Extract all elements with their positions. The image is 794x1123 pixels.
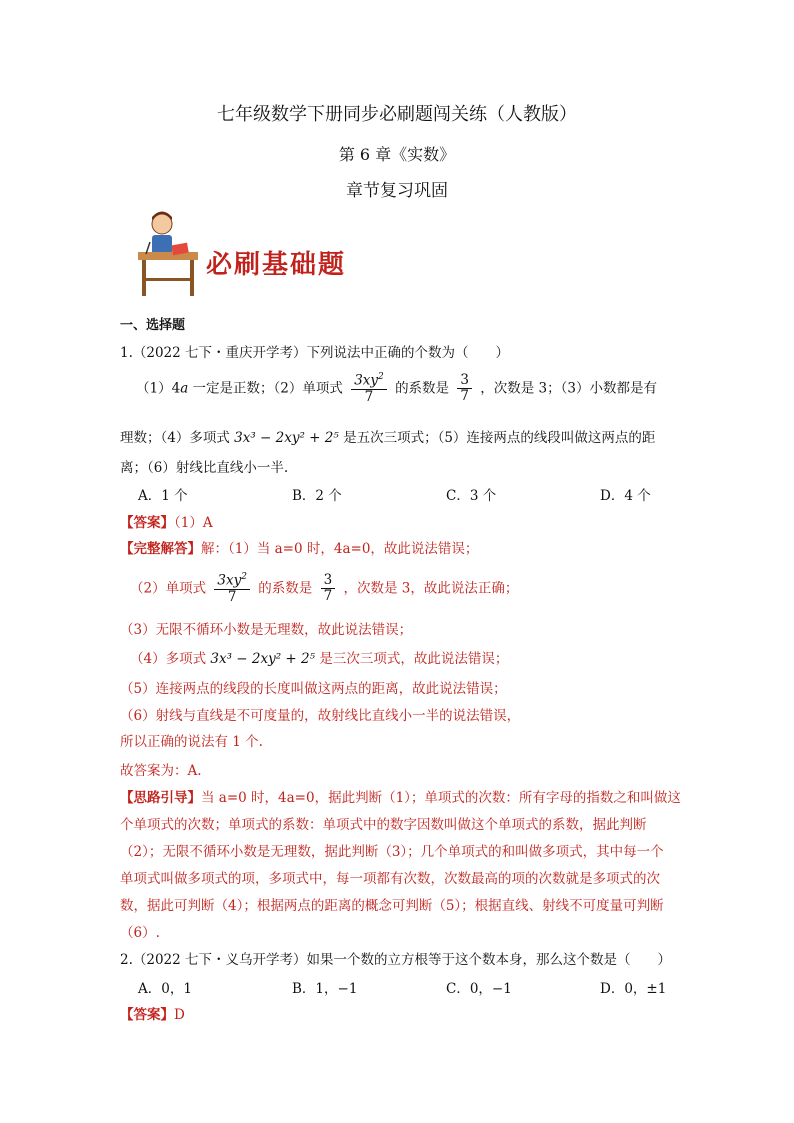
answer-label: 【答案】 xyxy=(120,1007,174,1023)
q2-option-c: C．0，−1 xyxy=(446,981,512,997)
q1-stem: 1.（2022 七下・重庆开学考）下列说法中正确的个数为（ ） xyxy=(120,345,510,361)
q1-l1-d: ，次数是 3；（3）小数都是有 xyxy=(480,380,657,397)
q1-l1-a: （1）4 xyxy=(136,380,181,397)
q2-stem: 2.（2022 七下・义乌开学考）如果一个数的立方根等于这个数本身，那么这个数是（ ） xyxy=(120,952,672,968)
answer-value: （1）A xyxy=(174,515,213,531)
frac-den: 7 xyxy=(323,588,333,605)
answer-label: 【答案】 xyxy=(120,515,174,531)
q1-l2-a: 理数；（4）多项式 xyxy=(120,430,235,446)
frac-num: 3 xyxy=(457,373,472,390)
q1-l2-b: 是五次三项式；（5）连接两点的线段叫做这两点的距 xyxy=(338,430,656,446)
q2-answer xyxy=(120,1003,185,1023)
q1-option-c: C．3 个 xyxy=(446,488,497,504)
chapter-title: 第 6 章《实数》 xyxy=(338,145,456,164)
q1-solution-5: （5）连接两点的线段的长度叫做这两点的距离，故此说法错误； xyxy=(120,681,507,697)
q1-solution-1 xyxy=(120,537,478,557)
section-title: 章节复习巩固 xyxy=(346,181,448,201)
q2-option-b: B．1，−1 xyxy=(292,981,358,997)
q2-option-a: A．0，1 xyxy=(138,981,192,997)
q1-line-1 xyxy=(136,372,657,406)
q1-hint-1 xyxy=(120,786,681,806)
answer-value: D xyxy=(174,1007,185,1023)
hint-text: 当 a=0 时，4a=0，据此判断（1）；单项式的次数：所有字母的指数之和叫做这 xyxy=(201,790,681,806)
part-title: 一、选择题 xyxy=(120,318,186,333)
solution-text: 解：（1）当 a=0 时，4a=0，故此说法错误； xyxy=(201,541,479,557)
q1-answer xyxy=(120,511,213,531)
q1-hint-5: 数，据此可判断（4）；根据两点的距离的概念可判断（5）；根据直线、射线不可度量可判断 xyxy=(120,898,664,914)
frac-den: 7 xyxy=(460,388,469,405)
q1-option-d: D．4 个 xyxy=(600,488,651,504)
frac-num: $3xy^2$ xyxy=(214,572,250,590)
fraction-monomial xyxy=(214,572,250,606)
q1-l1-b: 一定是正数；（2）单项式 xyxy=(188,380,343,397)
frac-den: 7 xyxy=(364,389,374,406)
q1-solution-7: 所以正确的说法有 1 个. xyxy=(120,734,263,750)
frac-num: $3xy^2$ xyxy=(351,372,387,390)
q1-solution-2: （2）单项式 $\frac{3xy^2}{7}$ 的系数是 $\frac{3}{7}$ ，次数是 3，故此说法正确； xyxy=(130,571,519,606)
banner-title: 必刷基础题 xyxy=(206,250,347,280)
q1-hint-4: 单项式叫做多项式的项，多项式中，每一项都有次数，次数最高的项的次数就是多项式的次 xyxy=(120,871,660,887)
frac-den: 7 xyxy=(227,589,237,606)
fraction-monomial xyxy=(351,372,387,406)
q1-solution-8: 故答案为：A. xyxy=(120,763,202,779)
q1-hint-6: （6）. xyxy=(120,925,160,941)
polynomial: 3x³ − 2xy² + 2⁵ xyxy=(234,430,339,446)
q1-solution-3: （3）无限不循环小数是无理数，故此说法错误； xyxy=(120,622,413,638)
q1-solution-6: （6）射线与直线是不可度量的，故射线比直线小一半的说法错误， xyxy=(120,708,521,724)
q1-l1-c: 的系数是 xyxy=(395,380,450,397)
q1-l1-var: a xyxy=(180,380,189,397)
solution-label: 【完整解答】 xyxy=(120,541,201,557)
polynomial: 3x³ − 2xy² + 2⁵ xyxy=(210,651,316,667)
fraction-coefficient xyxy=(457,373,472,405)
q1-solution-4: （4）多项式 3x³ − 2xy² + 2⁵ 是三次三项式，故此说法错误； xyxy=(130,651,509,667)
frac-num: 3 xyxy=(321,573,336,590)
q1-line-3: 离；（6）射线比直线小一半. xyxy=(120,460,289,476)
q1-hint-3: （2）；无限不循环小数是无理数，据此判断（3）；几个单项式的和叫做多项式，其中每一个 xyxy=(120,844,664,860)
q1-hint-2: 个单项式的次数；单项式的系数：单项式中的数字因数叫做这个单项式的系数，据此判断 xyxy=(120,817,647,833)
q1-option-b: B．2 个 xyxy=(292,488,342,504)
q1-options xyxy=(0,484,794,504)
q1-line-2 xyxy=(120,426,655,446)
page-title: 七年级数学下册同步必刷题闯关练（人教版） xyxy=(217,104,577,125)
hint-label: 【思路引导】 xyxy=(120,790,201,806)
q2-options xyxy=(0,977,794,997)
fraction-coefficient xyxy=(321,573,336,605)
q2-option-d: D．0，±1 xyxy=(600,981,667,997)
q1-option-a: A．1 个 xyxy=(138,488,188,504)
